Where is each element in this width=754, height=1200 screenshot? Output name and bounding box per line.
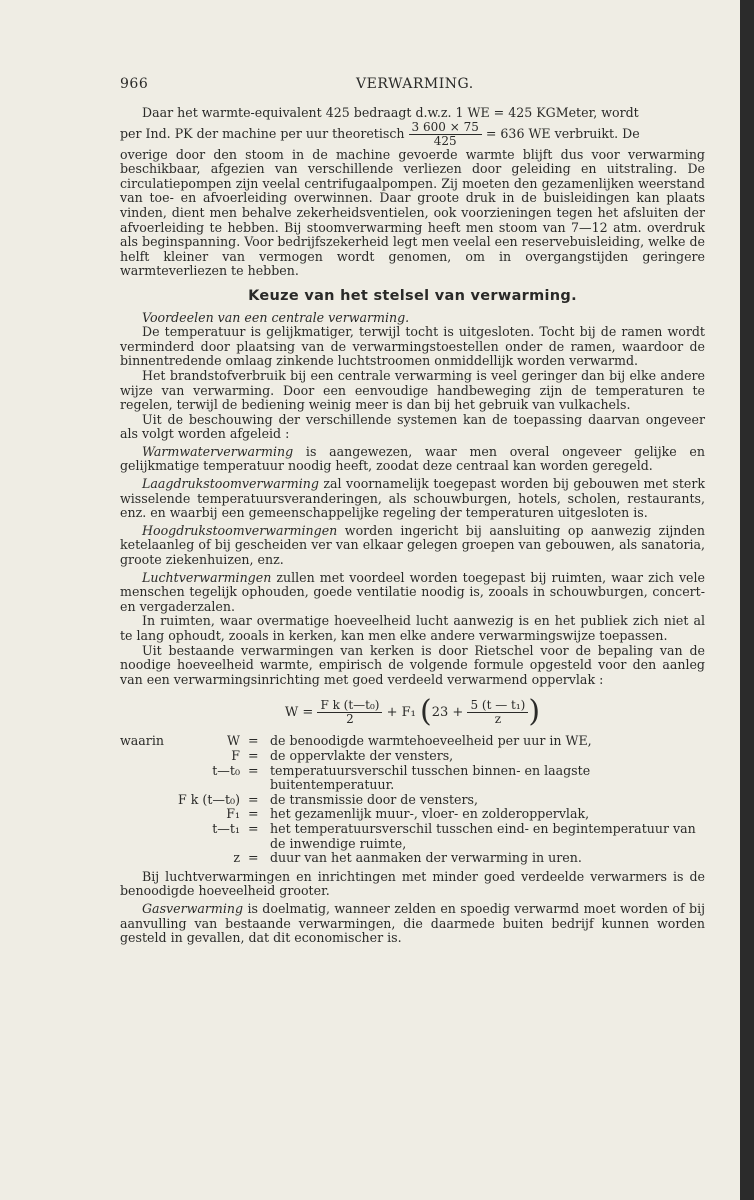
definition-symbol: W xyxy=(227,733,240,749)
intro-rest: overige door den stoom in de machine gevoerde warmte blijft dus voor verwarming beschikbaar, afgezien van verschillende verliezen door geleiding en uitstraling. De circulatiepompen zijn veelal centrifugaalpompen. Zij moeten den gezamenlijken weerstand van toe- en afvoerleiding overwinnen. Daar groote druk in de buisleidingen kan plaats vinden, dient men behalve zekerheidsventielen, ook voorzieningen tegen het afsluiten der afvoerleiding te hebben. Bij stoomverwarming heeft men stoom van 7—12 atm. overdruk als beginspanning. Voor bedrijfszekerheid legt men veelal een reservebuisleiding, welke de helft kleiner van vermogen wordt genomen, om in overgangstijden geringere warmteverliezen te hebben. xyxy=(120,146,705,279)
formula-fraction-2-denominator: z xyxy=(494,712,502,727)
definition-symbol: t—t₁ xyxy=(212,820,240,836)
running-title: VERWARMING. xyxy=(356,76,474,92)
definition-text: de benoodigde warmtehoeveelheid per uur in WE, xyxy=(270,733,592,749)
system-text: zal voornamelijk toegepast worden bij gebouwen met sterk wisselende temperatuursveranderingen, als schouwburgen, hotels, scholen, restaurants, enz. en waarbij een gemeenschappelijke regeling der temperaturen uitgesloten is. xyxy=(120,476,705,521)
definition-symbol: F k (t—t₀) xyxy=(178,791,240,807)
body-text xyxy=(120,106,705,946)
intro-fraction-denominator: 425 xyxy=(433,133,457,148)
formula-fraction-1-numerator: F k (t—t₀) xyxy=(317,699,382,713)
definition-row xyxy=(120,822,705,851)
formula-lhs: W = xyxy=(284,705,314,721)
formula-paren-open: ( xyxy=(420,694,432,730)
system-text: is aangewezen, waar men overal ongeveer gelijke en gelijkmatige temperatuur noodig heeft, zoodat deze centraal kan worden geregeld. xyxy=(120,443,705,474)
definitions-label: waarin xyxy=(120,733,164,749)
definitions-list xyxy=(120,734,705,865)
definition-symbol: t—t₀ xyxy=(212,762,240,778)
intro-line-2 xyxy=(120,121,705,148)
definition-equals: = xyxy=(248,733,259,749)
intro-fraction xyxy=(409,121,482,148)
ruimten-paragraph: In ruimten, waar overmatige hoeveelheid lucht aanwezig is en het publiek zich niet al te lang ophoudt, zooals in kerken, kan men elke andere verwarmingswijze toepassen. xyxy=(120,613,705,643)
formula-paren-close: ) xyxy=(528,694,541,730)
voordeelen-paragraph-1: De temperatuur is gelijkmatiger, terwijl tocht is uitgesloten. Tocht bij de ramen wordt verminderd door plaatsing van de verwarmingstoestellen onder de ramen, waardoor de binnentredende omlaag zinkende luchtstroomen onmiddellijk worden verwarmd. xyxy=(120,324,705,369)
formula-fraction-1-denominator: 2 xyxy=(346,712,354,727)
intro-line-1: Daar het warmte-equivalent 425 bedraagt d.w.z. 1 WE = 425 KGMeter, wordt xyxy=(142,105,639,120)
system-paragraph xyxy=(120,445,705,474)
definition-row xyxy=(120,851,705,866)
definition-row xyxy=(120,734,705,749)
formula-fraction-2 xyxy=(467,699,528,726)
lucht-paragraph: Bij luchtverwarmingen en inrichtingen met minder goed verdeelde verwarmers is de benoodigde hoeveelheid grooter. xyxy=(120,868,705,899)
system-term: Luchtverwarmingen xyxy=(142,569,272,585)
definition-symbol: F₁ xyxy=(226,806,240,822)
formula-fraction-1 xyxy=(317,699,382,726)
gas-paragraph xyxy=(120,902,705,946)
system-term: Hoogdrukstoomverwarmingen xyxy=(142,522,338,538)
system-paragraph xyxy=(120,477,705,521)
voordeelen-paragraph-2: Het brandstofverbruik bij een centrale verwarming is veel geringer dan bij elke andere wijze van verwarming. Door een eenvoudige handbeweging zijn de temperaturen te regelen, terwijl de bediening weinig meer is dan bij het gebruik van vulkachels. xyxy=(120,367,705,413)
definition-symbol: z xyxy=(233,850,240,866)
voordeelen-subtitle: Voordeelen van een centrale verwarming. xyxy=(142,309,410,325)
section-heading: Keuze van het stelsel van verwarming. xyxy=(248,287,577,304)
gas-term: Gasverwarming xyxy=(142,900,244,916)
voordeelen-paragraph-3: Uit de beschouwing der verschillende systemen kan de toepassing daarvan ongeveer als volgt worden afgeleid : xyxy=(120,411,705,442)
definition-text: temperatuursverschil tusschen binnen- en laagste buitentemperatuur. xyxy=(270,762,591,793)
definition-equals: = xyxy=(248,791,259,807)
kerken-paragraph: Uit bestaande verwarmingen van kerken is door Rietschel voor de bepaling van de noodige hoeveelheid warmte, empirisch de volgende formule opgesteld voor den aanleg van een verwarmingsinrichting met goed verdeeld verwarmend oppervlak : xyxy=(120,642,705,687)
definition-text: de transmissie door de vensters, xyxy=(270,791,478,807)
definition-text: het temperatuursverschil tusschen eind- en begintemperatuur van de inwendige ruimte, xyxy=(270,820,696,851)
definition-equals: = xyxy=(248,762,259,778)
formula-inner: 23 + xyxy=(431,705,464,721)
definition-text: de oppervlakte der vensters, xyxy=(270,747,454,763)
system-paragraph xyxy=(120,571,705,615)
system-text: worden ingericht bij aansluiting op aanwezig zijnden ketelaanleg of bij gescheiden ver van elkaar gelegen groepen van gebouwen, als sanatoria, groote ziekenhuizen, enz. xyxy=(120,522,705,568)
definition-equals: = xyxy=(248,806,259,822)
page-number: 966 xyxy=(120,76,149,92)
intro-line-2-post: = 636 WE verbruikt. De xyxy=(485,125,640,141)
definition-equals: = xyxy=(248,850,259,866)
definition-equals: = xyxy=(248,747,259,763)
gas-text: is doelmatig, wanneer zelden en spoedig verwarmd moet worden of bij aanvulling van bestaande verwarmingen, die daarmede buiten bedrijf kunnen worden gesteld in gevallen, dat dit economischer is. xyxy=(120,900,705,946)
rietschel-formula xyxy=(120,694,705,730)
page-edge xyxy=(740,0,754,1200)
system-text: zullen met voordeel worden toegepast bij ruimten, waar zich vele menschen tegelijk ophouden, goede ventilatie noodig is, zooals in schouwburgen, concert- en vergaderzalen. xyxy=(120,569,705,614)
formula-mid: + F₁ xyxy=(386,705,416,721)
definition-text: het gezamenlijk muur-, vloer- en zolderoppervlak, xyxy=(270,806,590,822)
definition-row xyxy=(120,807,705,822)
intro-line-2-pre: per Ind. PK der machine per uur theoretisch xyxy=(120,125,405,141)
definition-equals: = xyxy=(248,820,259,836)
definition-row xyxy=(120,764,705,793)
definition-symbol: F xyxy=(231,747,240,763)
definition-text: duur van het aanmaken der verwarming in uren. xyxy=(270,850,582,866)
system-term: Warmwaterverwarming xyxy=(142,443,294,459)
system-term: Laagdrukstoomverwarming xyxy=(142,476,319,492)
formula-fraction-2-numerator: 5 (t — t₁) xyxy=(467,699,528,713)
definition-row xyxy=(120,749,705,764)
intro-fraction-numerator: 3 600 × 75 xyxy=(409,121,482,135)
definition-row xyxy=(120,793,705,808)
system-paragraph xyxy=(120,524,705,568)
